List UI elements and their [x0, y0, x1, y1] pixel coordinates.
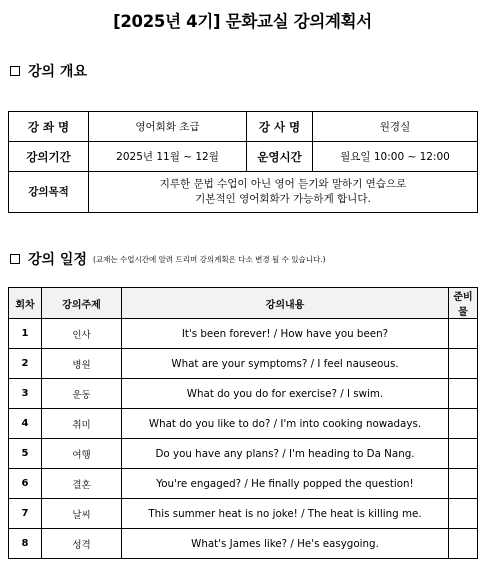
row-topic: 병원	[42, 349, 122, 379]
overview-row-period	[9, 142, 478, 172]
overview-table	[8, 111, 478, 213]
table-row	[9, 529, 478, 559]
checkbox-icon	[10, 254, 20, 264]
row-prep	[449, 349, 478, 379]
row-prep	[449, 319, 478, 349]
row-num: 2	[9, 349, 42, 379]
row-num: 4	[9, 409, 42, 439]
schedule-note: (교재는 수업시간에 알려 드리며 강의계획은 다소 변경 될 수 있습니다.)	[92, 254, 326, 264]
schedule-heading-text: 강의 일정	[28, 252, 87, 268]
row-num: 6	[9, 469, 42, 499]
row-topic: 여행	[42, 439, 122, 469]
time-value: 월요일 10:00 ~ 12:00	[313, 142, 478, 172]
page-title: [2025년 4기] 문화교실 강의계획서	[113, 12, 372, 31]
purpose-line-1: 지루한 문법 수업이 아닌 영어 듣기와 말하기 연습으로	[159, 178, 407, 190]
schedule-section-heading	[10, 249, 326, 269]
purpose-line-2: 기본적인 영어회화가 가능하게 합니다.	[195, 193, 371, 205]
row-content: This summer heat is no joke! / The heat is killing me.	[122, 499, 449, 529]
table-row	[9, 439, 478, 469]
period-value: 2025년 11월 ~ 12월	[89, 142, 247, 172]
header-num: 회차	[9, 288, 42, 319]
row-num: 5	[9, 439, 42, 469]
row-prep	[449, 499, 478, 529]
table-row	[9, 499, 478, 529]
row-prep	[449, 529, 478, 559]
row-content: Do you have any plans? / I'm heading to Da Nang.	[122, 439, 449, 469]
instructor-value: 원경실	[313, 112, 478, 142]
table-row	[9, 379, 478, 409]
row-topic: 결혼	[42, 469, 122, 499]
overview-row-purpose	[9, 172, 478, 213]
course-value: 영어회화 초급	[89, 112, 247, 142]
row-prep	[449, 379, 478, 409]
row-topic: 인사	[42, 319, 122, 349]
row-num: 1	[9, 319, 42, 349]
header-prep: 준비물	[449, 288, 478, 319]
table-row	[9, 469, 478, 499]
overview-heading-text: 강의 개요	[28, 64, 87, 80]
table-row	[9, 409, 478, 439]
schedule-header-row	[9, 288, 478, 319]
overview-section-heading	[10, 61, 87, 81]
row-topic: 성격	[42, 529, 122, 559]
row-prep	[449, 409, 478, 439]
purpose-label: 강의목적	[9, 172, 89, 213]
row-topic: 날씨	[42, 499, 122, 529]
row-topic: 취미	[42, 409, 122, 439]
row-content: What are your symptoms? / I feel nauseous.	[122, 349, 449, 379]
row-content: You're engaged? / He finally popped the question!	[122, 469, 449, 499]
checkbox-icon	[10, 66, 20, 76]
row-prep	[449, 469, 478, 499]
overview-row-course	[9, 112, 478, 142]
schedule-table	[8, 287, 478, 559]
row-num: 8	[9, 529, 42, 559]
header-content: 강의내용	[122, 288, 449, 319]
time-label: 운영시간	[247, 142, 313, 172]
table-row	[9, 349, 478, 379]
row-content: What do you do for exercise? / I swim.	[122, 379, 449, 409]
purpose-value	[89, 172, 478, 213]
table-row	[9, 319, 478, 349]
row-topic: 운동	[42, 379, 122, 409]
course-label: 강 좌 명	[9, 112, 89, 142]
period-label: 강의기간	[9, 142, 89, 172]
header-topic: 강의주제	[42, 288, 122, 319]
row-content: What do you like to do? / I'm into cooking nowadays.	[122, 409, 449, 439]
row-num: 3	[9, 379, 42, 409]
row-num: 7	[9, 499, 42, 529]
row-prep	[449, 439, 478, 469]
row-content: It's been forever! / How have you been?	[122, 319, 449, 349]
row-content: What's James like? / He's easygoing.	[122, 529, 449, 559]
instructor-label: 강 사 명	[247, 112, 313, 142]
